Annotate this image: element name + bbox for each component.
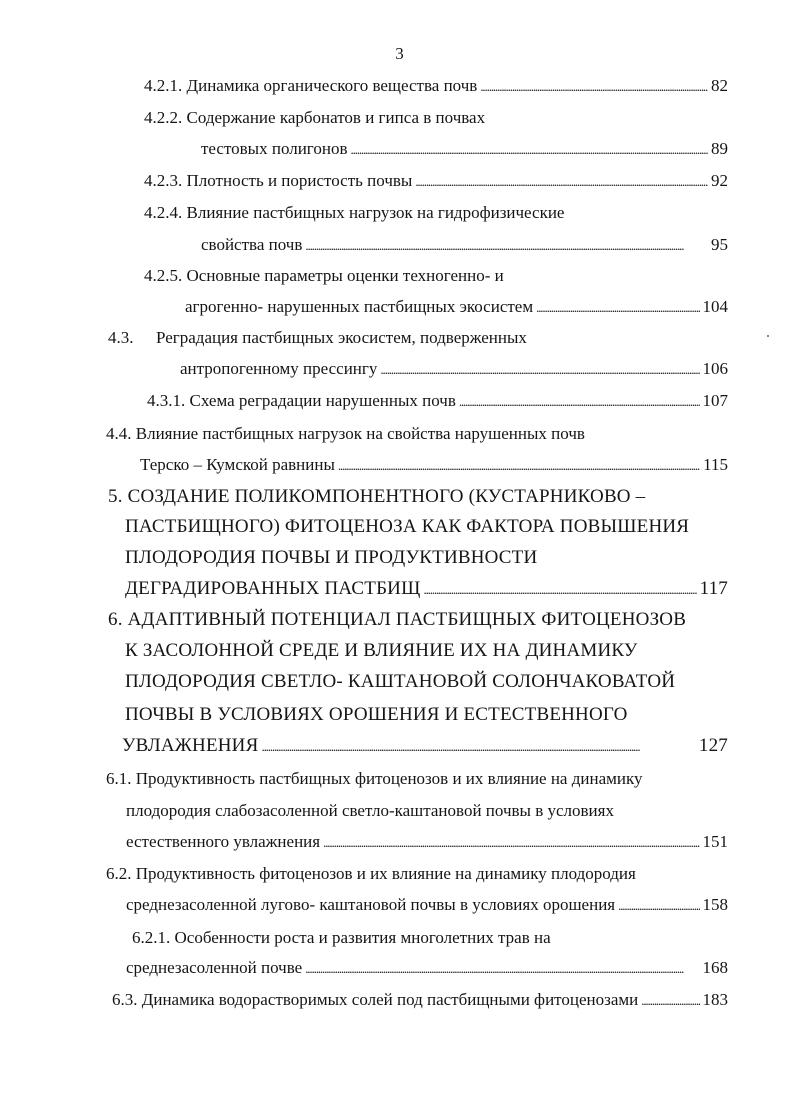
dot-leader <box>459 387 700 416</box>
toc-page-number: 151 <box>702 832 728 851</box>
toc-entry-title: УВЛАЖНЕНИЯ <box>122 735 259 756</box>
toc-entry-line <box>144 199 564 227</box>
toc-entry-line <box>125 637 638 665</box>
dot-leader <box>380 355 699 384</box>
toc-entry-title: ПОЧВЫ В УСЛОВИЯХ ОРОШЕНИЯ И ЕСТЕСТВЕННОГО <box>125 704 628 725</box>
toc-entry-title: антропогенному прессингу <box>180 359 378 378</box>
dot-leader <box>261 732 695 761</box>
toc-entry-title: Динамика водорастворимых солей под пастбищными фитоценозами <box>141 990 639 1009</box>
toc-entry-title: Реградация пастбищных экосистем, подверженных <box>156 328 527 347</box>
toc-entry-title: ДЕГРАДИРОВАННЫХ ПАСТБИЩ <box>125 578 421 599</box>
toc-entry-line <box>125 701 628 729</box>
toc-entry-line <box>126 797 614 825</box>
toc-entry-number: 5. <box>108 486 123 507</box>
toc-entry-title: плодородия слабозасоленной светло-каштановой почвы в условиях <box>126 801 614 820</box>
toc-entry-text <box>201 231 302 259</box>
toc-entry-title: Плотность и пористость почвы <box>186 171 413 190</box>
toc-entry-line <box>108 483 645 511</box>
toc-page-number: 183 <box>702 990 728 1009</box>
toc-entry-title: СОЗДАНИЕ ПОЛИКОМПОНЕНТНОГО (КУСТАРНИКОВО – <box>127 486 646 507</box>
toc-entry-line <box>144 104 485 132</box>
toc-entry-number: 4.2.4. <box>144 203 183 222</box>
toc-page-number: 106 <box>702 359 728 378</box>
dot-leader <box>480 72 708 101</box>
toc-entry-text <box>126 954 302 982</box>
toc-entry-line <box>144 167 728 195</box>
toc-entry-title: агрогенно- нарушенных пастбищных экосистем <box>185 297 534 316</box>
toc-entry-line <box>140 451 728 479</box>
toc-entry-line <box>125 575 728 603</box>
dot-leader <box>305 231 708 260</box>
toc-entry-title: Влияние пастбищных нагрузок на гидрофизические <box>186 203 565 222</box>
toc-entry-text <box>147 387 456 415</box>
dot-leader <box>618 891 699 920</box>
toc-entry-text <box>126 828 320 856</box>
toc-entry-line <box>125 668 675 696</box>
toc-entry-line <box>106 765 643 793</box>
toc-entry-line <box>125 544 537 572</box>
toc-entry-title: Продуктивность пастбищных фитоценозов и их влияние на динамику <box>135 769 643 788</box>
toc-entry-text <box>140 451 335 479</box>
dot-leader <box>350 135 708 164</box>
toc-entry-line <box>147 387 728 415</box>
toc-entry-line <box>201 135 728 163</box>
toc-entry-number: 4.3.1. <box>147 391 186 410</box>
toc-entry-line <box>106 860 636 888</box>
toc-entry-title: среднезасоленной лугово- каштановой почвы в условиях орошения <box>126 895 616 914</box>
toc-entry-line <box>144 72 728 100</box>
toc-entry-number: 4.2.2. <box>144 108 183 127</box>
toc-entry-line <box>180 355 728 383</box>
toc-entry-title: Продуктивность фитоценозов и их влияние на динамику плодородия <box>135 864 636 883</box>
toc-page-number: 115 <box>703 455 728 474</box>
toc-entry-title: Особенности роста и развития многолетних трав на <box>174 928 551 947</box>
toc-entry-line <box>201 231 728 259</box>
toc-entry-title: ПЛОДОРОДИЯ ПОЧВЫ И ПРОДУКТИВНОСТИ <box>125 547 538 568</box>
toc-page-number: 89 <box>711 139 728 158</box>
dot-leader <box>641 986 699 1015</box>
toc-page-number: 107 <box>702 391 728 410</box>
toc-entry-number: 6.2. <box>106 864 132 883</box>
toc-entry-title: Основные параметры оценки техногенно- и <box>186 266 504 285</box>
toc-entry-title: ПАСТБИЩНОГО) ФИТОЦЕНОЗА КАК ФАКТОРА ПОВЫШЕНИЯ <box>125 516 690 537</box>
dot-leader <box>323 828 699 857</box>
toc-entry-line <box>126 828 728 856</box>
page-number: 3 <box>395 44 404 63</box>
toc-entry-text <box>201 135 347 163</box>
toc-entry-title: Динамика органического вещества почв <box>186 76 478 95</box>
toc-entry-title: Схема реградации нарушенных почв <box>189 391 456 410</box>
toc-entry-number: 4.4. <box>106 424 132 443</box>
toc-page-number: 127 <box>698 735 728 756</box>
toc-entry-title: среднезасоленной почве <box>126 958 303 977</box>
toc-entry-text <box>125 575 420 603</box>
toc-page-number: 117 <box>699 578 728 599</box>
toc-page-number: 95 <box>711 235 728 254</box>
toc-entry-text <box>126 891 615 919</box>
toc-entry-text <box>122 732 258 760</box>
toc-entry-line <box>106 420 585 448</box>
toc-entry-title: Содержание карбонатов и гипса в почвах <box>186 108 486 127</box>
toc-entry-title: естественного увлажнения <box>126 832 321 851</box>
toc-entry-text <box>112 986 638 1014</box>
toc-entry-number: 4.2.3. <box>144 171 183 190</box>
toc-entry-title: Влияние пастбищных нагрузок на свойства нарушенных почв <box>135 424 585 443</box>
toc-entry-number: 6. <box>108 609 123 630</box>
toc-entry-text <box>185 293 533 321</box>
toc-entry-title: Терско – Кумской равнины <box>140 455 335 474</box>
scan-speck <box>767 335 769 337</box>
toc-page-number: 92 <box>711 171 728 190</box>
toc-entry-text <box>144 167 412 195</box>
toc-entry-line <box>125 513 689 541</box>
toc-entry-title: свойства почв <box>201 235 303 254</box>
toc-entry-line <box>108 324 527 352</box>
dot-leader <box>423 575 696 604</box>
dot-leader <box>338 451 700 480</box>
toc-entry-number: 4.2.1. <box>144 76 183 95</box>
toc-entry-text <box>144 72 477 100</box>
toc-entry-line <box>126 954 728 982</box>
toc-page-number: 104 <box>702 297 728 316</box>
toc-entry-number: 4.2.5. <box>144 266 183 285</box>
toc-entry-number: 6.1. <box>106 769 132 788</box>
toc-entry-title: тестовых полигонов <box>201 139 348 158</box>
toc-entry-title: АДАПТИВНЫЙ ПОТЕНЦИАЛ ПАСТБИЩНЫХ ФИТОЦЕНОЗОВ <box>127 609 687 630</box>
toc-entry-number: 6.3. <box>112 990 138 1009</box>
toc-entry-line <box>112 986 728 1014</box>
toc-entry-line <box>132 924 551 952</box>
toc-page-number: 168 <box>702 958 728 977</box>
toc-entry-number: 4.3. <box>108 328 134 347</box>
toc-entry-title: К ЗАСОЛОННОЙ СРЕДЕ И ВЛИЯНИЕ ИХ НА ДИНАМИКУ <box>125 640 638 661</box>
toc-entry-title: ПЛОДОРОДИЯ СВЕТЛО- КАШТАНОВОЙ СОЛОНЧАКОВАТОЙ <box>125 671 676 692</box>
dot-leader <box>415 167 708 196</box>
toc-page-number: 82 <box>711 76 728 95</box>
toc-entry-line <box>126 891 728 919</box>
toc-entry-line <box>122 732 728 760</box>
toc-entry-number: 6.2.1. <box>132 928 171 947</box>
dot-leader <box>536 293 699 322</box>
toc-entry-text <box>180 355 377 383</box>
toc-entry-line <box>144 262 504 290</box>
toc-entry-line <box>108 606 686 634</box>
toc-page-number: 158 <box>702 895 728 914</box>
toc-entry-line <box>185 293 728 321</box>
dot-leader <box>305 954 699 983</box>
